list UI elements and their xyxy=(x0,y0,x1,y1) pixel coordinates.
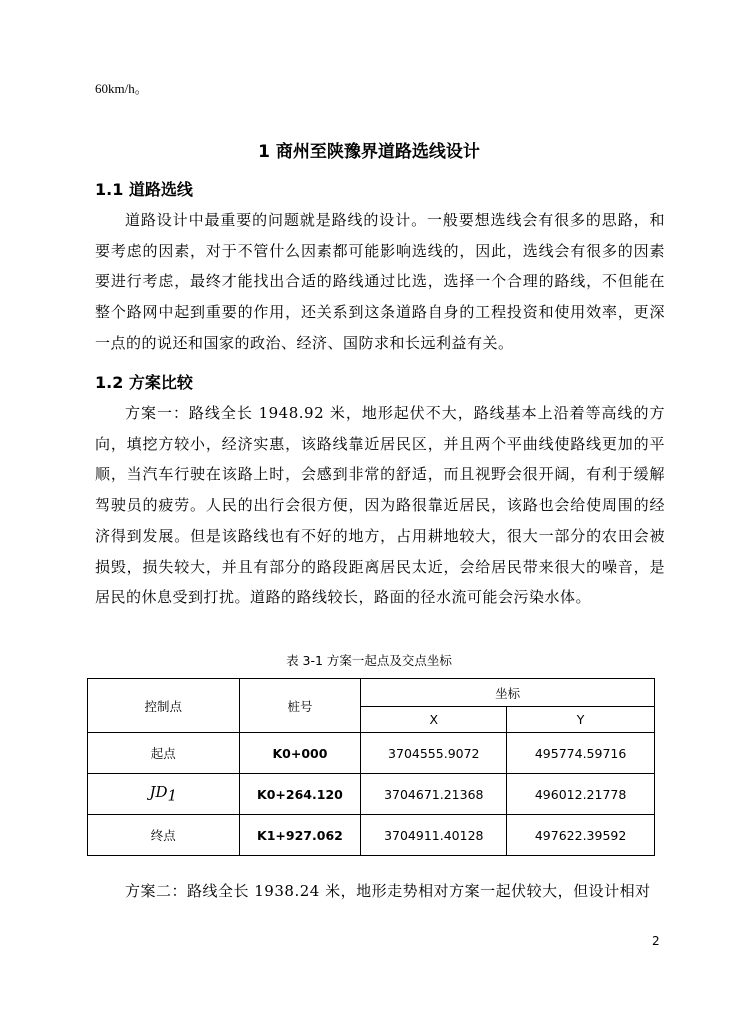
header-coordinates: 坐标 xyxy=(361,679,655,707)
jd-label: JD xyxy=(149,783,168,802)
section-heading-1-1: 1.1 道路选线 xyxy=(95,180,193,199)
cell-point xyxy=(88,774,240,815)
header-control-point: 控制点 xyxy=(88,679,240,733)
page-number: 2 xyxy=(652,934,660,948)
bottom-paragraph: 方案二：路线全长 1938.24 米，地形走势相对方案一起伏较大，但设计相对 xyxy=(125,882,651,900)
cell-point: 起点 xyxy=(88,733,240,774)
jd-subscript: 1 xyxy=(167,786,178,805)
cell-x: 3704671.21368 xyxy=(361,774,507,815)
cell-y: 496012.21778 xyxy=(507,774,655,815)
table-row xyxy=(88,774,655,815)
chapter-title: 1 商州至陕豫界道路选线设计 xyxy=(258,142,480,162)
table-header-row xyxy=(88,679,655,707)
cell-x: 3704555.9072 xyxy=(361,733,507,774)
cell-station: K0+264.120 xyxy=(239,774,361,815)
cell-x: 3704911.40128 xyxy=(361,815,507,856)
cell-station: K1+927.062 xyxy=(239,815,361,856)
top-fragment: 60km/h。 xyxy=(95,81,148,96)
section-1-2-paragraph: 方案一：路线全长 1948.92 米，地形起伏不大，路线基本上沿着等高线的方向，填挖方较小，经济实惠，该路线靠近居民区，并且两个平曲线使路线更加的平顺，当汽车行驶在该路上时，会感到非常的舒适，而且视野会很开阔，有利于缓解驾驶员的疲劳。人民的出行会很方便，因为路很靠近居民，该路也会给使周围的经济得到发展。但是该路线也有不好的地方，占用耕地较大，很大一部分的农田会被损毁，损失较大，并且有部分的路段距离居民太近，会给居民带来很大的噪音，是居民的休息受到打扰。道路的路线较长，路面的径水流可能会污染水体。 xyxy=(95,404,665,607)
table-row xyxy=(88,815,655,856)
cell-point: 终点 xyxy=(88,815,240,856)
header-station: 桩号 xyxy=(239,679,361,733)
section-1-1-paragraph: 道路设计中最重要的问题就是路线的设计。一般要想选线会有很多的思路，和要考虑的因素，对于不管什么因素都可能影响选线的，因此，选线会有很多的因素要进行考虑，最终才能找出合适的路线通过比选，选择一个合理的路线，不但能在整个路网中起到重要的作用，还关系到这条道路自身的工程投资和使用效率，更深一点的的说还和国家的政治、经济、国防求和长远利益有关。 xyxy=(95,211,665,352)
cell-y: 497622.39592 xyxy=(507,815,655,856)
cell-station: K0+000 xyxy=(239,733,361,774)
section-heading-1-2: 1.2 方案比较 xyxy=(95,373,193,392)
header-y: Y xyxy=(507,707,655,733)
table-row xyxy=(88,733,655,774)
coordinates-table xyxy=(87,678,655,856)
header-x: X xyxy=(361,707,507,733)
cell-y: 495774.59716 xyxy=(507,733,655,774)
table-caption: 表 3-1 方案一起点及交点坐标 xyxy=(286,653,452,668)
